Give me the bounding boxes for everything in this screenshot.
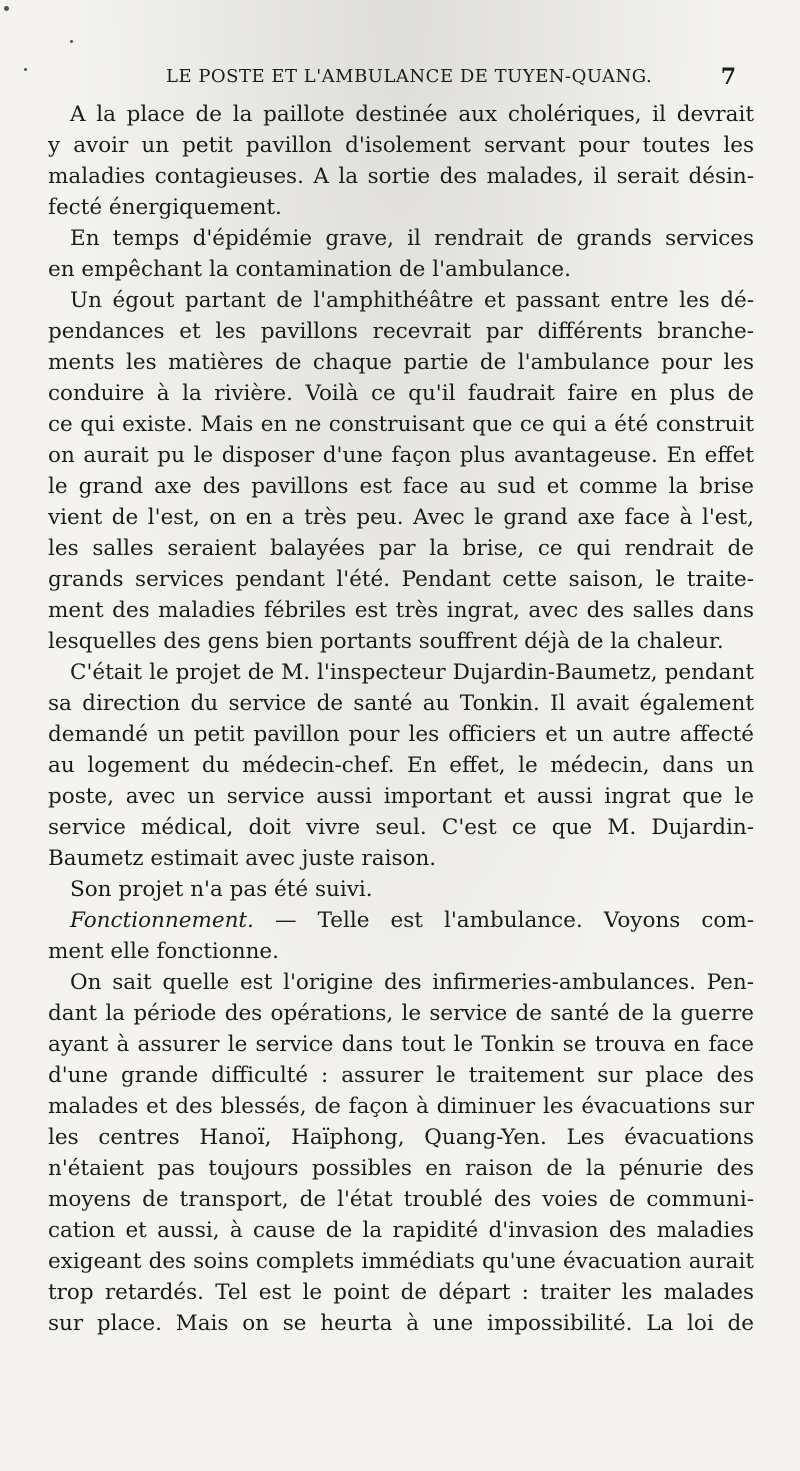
text-line: vient de l'est, on en a très peu. Avec le grand axe face à l'est, — [48, 505, 754, 530]
text-line: le grand axe des pavillons est face au sud et comme la brise — [48, 474, 754, 499]
text-line: Baumetz estimait avec juste raison. — [48, 846, 437, 871]
text-line: ce qui existe. Mais en ne construisant que ce qui a été construit — [48, 412, 754, 437]
text-line: d'une grande difficulté : assurer le traitement sur place des — [48, 1063, 754, 1088]
text-line: pendances et les pavillons recevrait par différents branche- — [48, 319, 754, 344]
text-line: En temps d'épidémie grave, il rendrait de grands services — [70, 226, 754, 251]
text-line: cation et aussi, à cause de la rapidité d'invasion des maladies — [48, 1218, 754, 1243]
ink-speck — [4, 6, 9, 11]
text-line: demandé un petit pavillon pour les officiers et un autre affecté — [48, 722, 754, 747]
text-line: ment elle fonctionne. — [48, 939, 279, 964]
text-line: moyens de transport, de l'état troublé des voies de communi- — [48, 1187, 754, 1212]
text-line: lesquelles des gens bien portants souffrent déjà de la chaleur. — [48, 629, 724, 654]
text-line: On sait quelle est l'origine des infirmeries-ambulances. Pen- — [70, 970, 754, 995]
text-line: n'étaient pas toujours possibles en raison de la pénurie des — [48, 1156, 754, 1181]
ink-speck — [24, 68, 27, 71]
text-line: Son projet n'a pas été suivi. — [70, 877, 373, 902]
text-line: A la place de la paillote destinée aux cholériques, il devrait — [70, 102, 754, 127]
page-number: 7 — [720, 64, 736, 90]
text-line: en empêchant la contamination de l'ambulance. — [48, 257, 571, 282]
text-line: C'était le projet de M. l'inspecteur Dujardin-Baumetz, pendant — [70, 660, 754, 685]
text-line: sur place. Mais on se heurta à une impossibilité. La loi de — [48, 1311, 754, 1336]
text-line: sa direction du service de santé au Tonkin. Il avait également — [48, 691, 754, 716]
text-line: dant la période des opérations, le service de santé de la guerre — [48, 1001, 754, 1026]
text-line: ment des maladies fébriles est très ingrat, avec des salles dans — [48, 598, 754, 623]
text-line: trop retardés. Tel est le point de départ : traiter les malades — [48, 1280, 754, 1305]
text-line — [48, 905, 754, 936]
text-line: ments les matières de chaque partie de l'ambulance pour les — [48, 350, 754, 375]
text-line: on aurait pu le disposer d'une façon plus avantageuse. En effet — [48, 443, 754, 468]
text-line: grands services pendant l'été. Pendant cette saison, le traite- — [48, 567, 754, 592]
text-line: Un égout partant de l'amphithéâtre et passant entre les dé- — [70, 288, 754, 313]
text-line: service médical, doit vivre seul. C'est ce que M. Dujardin- — [48, 815, 754, 840]
text-line: maladies contagieuses. A la sortie des malades, il serait désin- — [48, 164, 754, 189]
text-line: exigeant des soins complets immédiats qu'une évacuation aurait — [48, 1249, 754, 1274]
text-line: ayant à assurer le service dans tout le Tonkin se trouva en face — [48, 1032, 754, 1057]
text-line: malades et des blessés, de façon à diminuer les évacuations sur — [48, 1094, 754, 1119]
running-head — [48, 66, 748, 92]
text-line: conduire à la rivière. Voilà ce qu'il faudrait faire en plus de — [48, 381, 754, 406]
text-line: fecté énergiquement. — [48, 195, 282, 220]
section-heading: Fonctionnement. — [70, 908, 254, 933]
ink-speck — [70, 40, 73, 43]
text-line: les salles seraient balayées par la brise, ce qui rendrait de — [48, 536, 754, 561]
text-line: au logement du médecin-chef. En effet, le médecin, dans un — [48, 753, 754, 778]
running-title: LE POSTE ET L'AMBULANCE DE TUYEN-QUANG. — [166, 66, 653, 87]
body-text — [48, 99, 754, 1339]
text-line: les centres Hanoï, Haïphong, Quang-Yen. Les évacuations — [48, 1125, 754, 1150]
text-line: y avoir un petit pavillon d'isolement servant pour toutes les — [48, 133, 754, 158]
text-line: poste, avec un service aussi important et aussi ingrat que le — [48, 784, 754, 809]
text-line-fragment: — Telle est l'ambulance. Voyons com- — [274, 908, 754, 933]
